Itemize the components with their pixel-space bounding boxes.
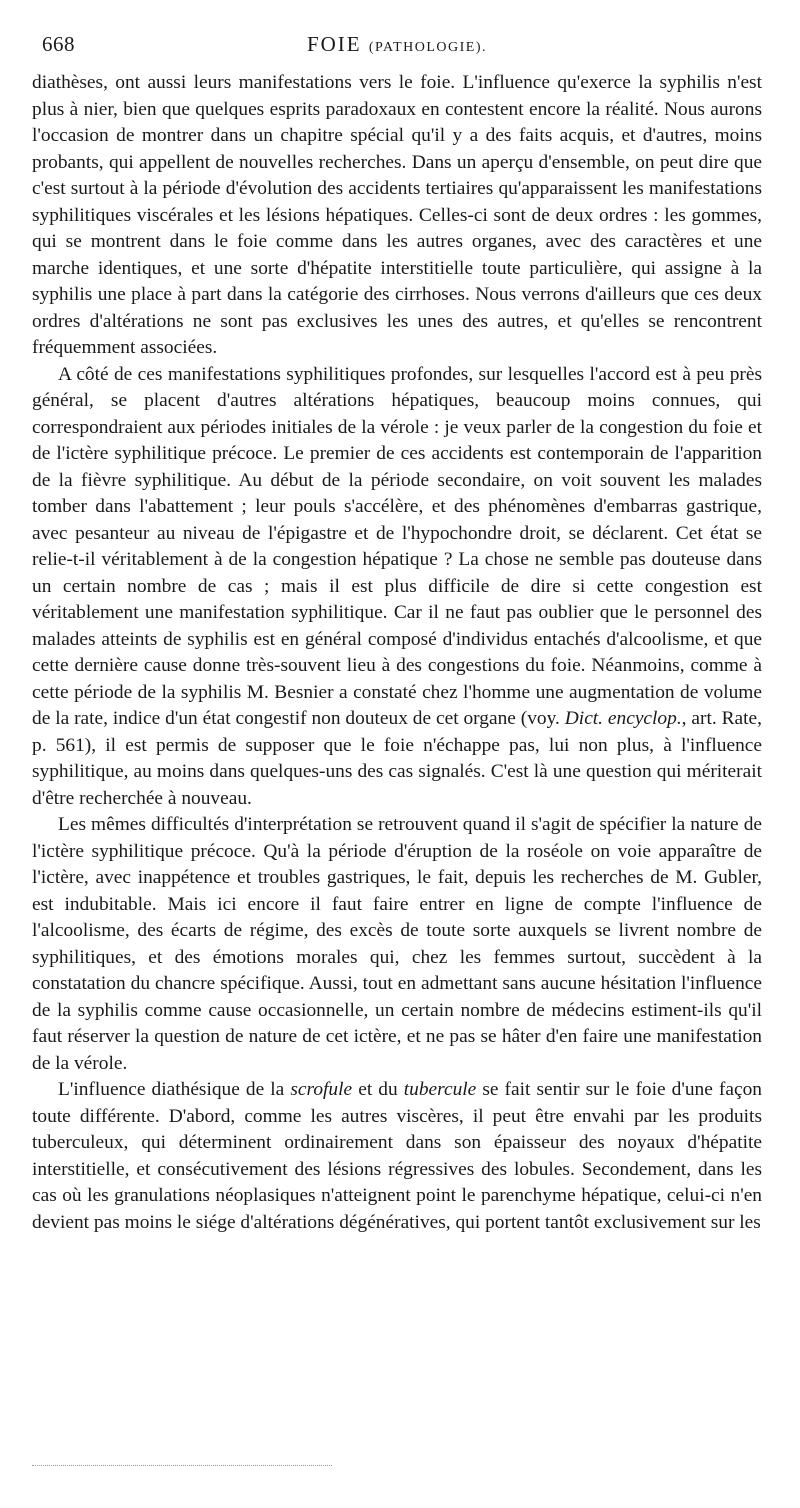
page-number: 668 [42,32,75,56]
italic-term: Dict. encyclop. [564,708,682,729]
paragraph-text: et du [352,1079,404,1100]
paragraph [32,812,762,1077]
paragraph-text: Les mêmes difficultés d'interprétation se retrouvent quand il s'agit de spécifier la nature de l'ictère syphilitique précoce. Qu'à la période d'éruption de la roséole on voie apparaître de l'ictère, avec inappétence et troubles gastriques, le fait, depuis les recherches de M. Gubler, est indubitable. Mais ici encore il faut faire entrer en ligne de compte l'influence de l'alcoolisme, des écarts de régime, des excès de toute sorte auxquels se livrent nombre de syphilitiques, et des émotions morales qui, chez les femmes surtout, succèdent à la constatation du chancre spécifique. Aussi, tout en admettant sans aucune hésitation l'influence de la syphilis comme cause occasionnelle, un certain nombre de médecins estiment-ils qu'il faut réserver la question de nature de cet ictère, et ne pas se hâter d'en faire une manifestation de la vérole. [32,814,762,1074]
running-title [32,32,762,57]
paragraph [32,1077,762,1236]
running-title-sub: (PATHOLOGIE). [368,40,488,55]
paragraph-text: , art. Rate, p. 561), il est permis de supposer que le foie n'échappe pas, lui non plus, à l'influence syphilitique, au moins dans quelques-uns des cas signalés. C'est là une question qui mériterait d'être recherchée à nouveau. [32,708,762,809]
paragraph-text: L'influence diathésique de la [58,1079,291,1100]
paragraph-text: se fait sentir sur le foie d'une façon toute différente. D'abord, comme les autres viscères, il peut être envahi par les produits tuberculeux, qui déterminent ordinairement dans son épaisseur des noyaux d'hépatite interstitielle, et consécutivement des lésions régressives des lobules. Secondement, dans les cas où les granulations néoplasiques n'atteignent point le parenchyme hépatique, celui-ci n'en devient pas moins le siége d'altérations dégénératives, qui portent tantôt exclusivement sur les [32,1079,762,1233]
italic-term: scrofule [290,1079,353,1100]
paragraph-text: diathèses, ont aussi leurs manifestations vers le foie. L'influence qu'exerce la syphilis n'est plus à nier, bien que quelques esprits paradoxaux en contestent encore la réalité. Nous aurons l'occasion de montrer dans un chapitre spécial qu'il y a des faits acquis, et d'autres, moins probants, qui appellent de nouvelles recherches. Dans un aperçu d'ensemble, on peut dire que c'est surtout à la période d'évolution des accidents tertiaires qu'apparaissent les manifestations syphilitiques viscérales et les lésions hépatiques. Celles-ci sont de deux ordres : les gommes, qui se montrent dans le foie comme dans les autres organes, avec des caractères et une marche identiques, et une sorte d'hépatite interstitielle toute particulière, qui assigne à la syphilis une place à part dans la catégorie des cirrhoses. Nous verrons d'ailleurs que ces deux ordres d'altérations ne sont pas exclusives les unes des autres, et qu'elles se rencontrent fréquemment associées. [32,72,762,358]
italic-term: tubercule [403,1079,477,1100]
paragraph-text: A côté de ces manifestations syphilitiques profondes, sur lesquelles l'accord est à peu près général, se placent d'autres altérations hépatiques, beaucoup moins connues, qui correspondraient aux périodes initiales de la vérole : je veux parler de la congestion du foie et de l'ictère syphilitique précoce. Le premier de ces accidents est contemporain de l'apparition de la fièvre syphilitique. Au début de la période secondaire, on voit souvent les malades tomber dans l'abattement ; leur pouls s'accélère, et des phénomènes d'embarras gastrique, avec pesanteur au niveau de l'épigastre et de l'hypochondre droit, se déclarent. Cet état se relie-t-il véritablement à de la congestion hépatique ? La chose ne semble pas douteuse dans un certain nombre de cas ; mais il est plus difficile de dire si cette congestion est véritablement une manifestation syphilitique. Car il ne faut pas oublier que le personnel des malades atteints de syphilis est en général composé d'individus entachés d'alcoolisme, et que cette dernière cause donne très-souvent lieu à des congestions du foie. Néanmoins, comme à cette période de la syphilis M. Besnier a constaté chez l'homme une augmentation de volume de la rate, indice d'un état congestif non douteux de cet organe (voy. [32,363,762,729]
paragraph [32,362,762,813]
body-text [32,70,762,1236]
running-title-main: FOIE [306,32,362,56]
paragraph [32,70,762,362]
bottom-rule [32,1465,332,1466]
running-head [32,30,762,70]
